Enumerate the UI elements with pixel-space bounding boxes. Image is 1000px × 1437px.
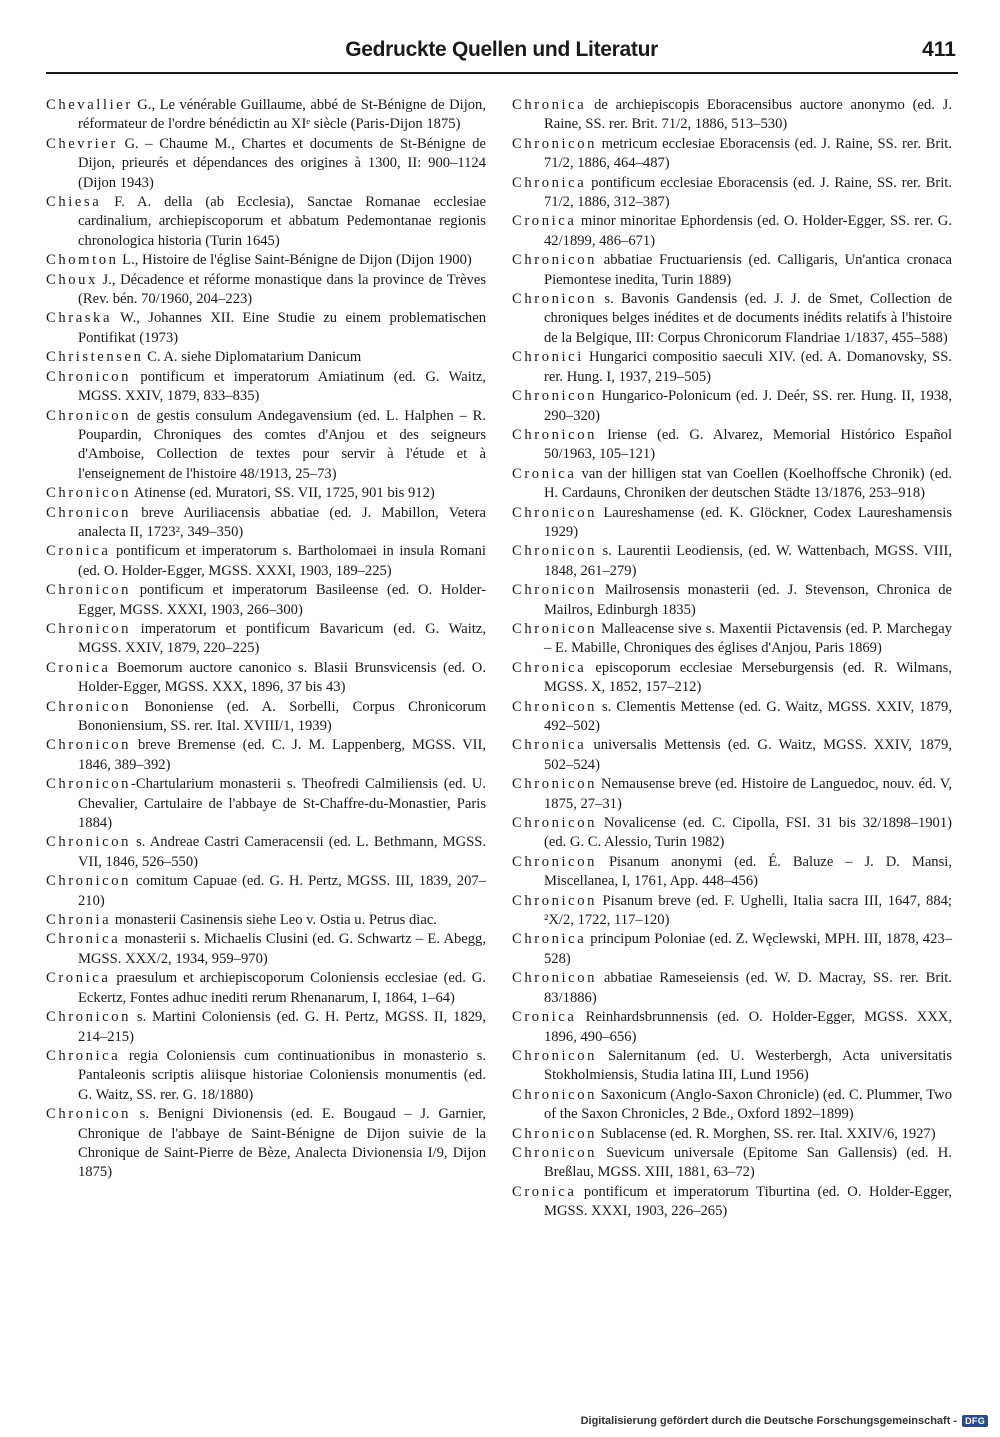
dfg-logo: DFG [962,1415,988,1427]
bibliography-entry [46,96,486,135]
page-number: 411 [922,38,956,61]
entry-text: metricum ecclesiae Eboracensis (ed. J. Raine, SS. rer. Brit. 71/2, 1886, 464–487) [544,135,952,172]
entry-text: s. Benigni Divionensis (ed. E. Bougaud – J. Garnier, Chronique de l'abbaye de Saint-Bénigne de Dijon suivie de la Chronique de Saint-Pierre de Bèze, Analecta Divionensia I/9, Dijon 1875) [78,1106,486,1181]
entry-heading: Chronica [512,174,587,191]
bibliography-entry [46,969,486,1008]
entry-text: Malleacense sive s. Maxentii Pictavensis (ed. P. Marchegay – E. Mabille, Chroniques des églises d'Anjou, Paris 1869) [544,620,952,657]
bibliography-entry [46,833,486,872]
bibliography-entry [512,251,952,290]
entry-text: praesulum et archiepiscoporum Coloniensis ecclesiae (ed. G. Eckertz, Fontes adhuc inediti rerum Rhenanarum, I, 1864, 1–64) [78,970,486,1006]
entry-heading: Chronicon [512,135,598,152]
entry-text: s. Bavonis Gandensis (ed. J. J. de Smet, Collection de chroniques belges inédites et de documents inédits relatifs à l'histoire de la Belgique, III: Corpus Chronicorum Flandriae 1/1837, 455–588) [544,291,952,346]
entry-heading: Chronicon [512,504,598,521]
bibliography-entry [512,1144,952,1183]
entry-heading: Chronicon [512,388,598,405]
entry-text: Saxonicum (Anglo-Saxon Chronicle) (ed. C. Plummer, Two of the Saxon Chronicles, 2 Bde., Oxford 1892–1899) [544,1086,952,1123]
entry-text: Pisanum anonymi (ed. É. Baluze – J. D. Mansi, Miscellanea, I, 1761, App. 448–456) [544,853,952,890]
entry-text: s. Andreae Castri Cameracensii (ed. L. Bethmann, MGSS. VII, 1846, 526–550) [78,834,486,870]
bibliography-entry [46,407,486,485]
bibliography-entry [512,698,952,737]
entry-heading: Chronica [512,737,587,754]
entry-text: L., Histoire de l'église Saint-Bénigne de Dijon (Dijon 1900) [118,252,472,269]
entry-text: principum Poloniae (ed. Z. Węclewski, MPH. III, 1878, 423–528) [544,931,952,967]
bibliography-entry [512,581,952,620]
bibliography-entry [512,736,952,775]
entry-heading: Chronicon [512,892,598,909]
entry-text: Reinhardsbrunnensis (ed. O. Holder-Egger, MGSS. XXX, 1896, 490–656) [544,1009,952,1045]
entry-text: pontificum et imperatorum Tiburtina (ed. O. Holder-Egger, MGSS. XXXI, 1903, 226–265) [544,1183,952,1220]
entry-heading: Chronicon [512,582,598,599]
entry-heading: Chronicon [46,776,132,793]
entry-heading: Chronica [512,931,587,948]
bibliography-entry [512,892,952,931]
bibliography-entry [512,426,952,465]
bibliography-entry [46,698,486,737]
bibliography-entry [46,484,486,503]
bibliography-entry [46,659,486,698]
entry-text: G. – Chaume M., Chartes et documents de St-Bénigne de Dijon, prieurés et dépendances des origines à 1300, II: 900–1124 (Dijon 1943) [78,135,486,191]
entry-text: breve Auriliacensis abbatiae (ed. J. Mabillon, Vetera analecta II, 1723², 349–350) [78,504,486,540]
entry-heading: Chronicon [46,485,132,502]
right-column [512,96,952,1222]
entry-heading: Chronicon [512,620,598,637]
footer-credit [581,1415,988,1427]
entry-heading: Cronica [46,659,111,676]
entry-heading: Christensen [46,349,144,366]
entry-text: monasterii Casinensis siehe Leo v. Ostia u. Petrus diac. [111,912,437,929]
bibliography-entry [512,775,952,814]
entry-text: C. A. siehe Diplomatarium Danicum [143,349,362,366]
entry-heading: Cronica [512,1009,577,1026]
entry-heading: Chronicon [512,426,598,443]
entry-text: universalis Mettensis (ed. G. Waitz, MGSS. XXIV, 1879, 502–524) [544,737,952,773]
entry-text: Sublacense (ed. R. Morghen, SS. rer. Ital. XXIV/6, 1927) [597,1125,936,1142]
entry-heading: Chronicon [512,1125,598,1142]
entry-text: Iriense (ed. G. Alvarez, Memorial Histórico Español 50/1963, 105–121) [544,426,952,463]
bibliography-entry [46,542,486,581]
entry-text: van der hilligen stat van Coellen (Koelhoffsche Chronik) (ed. H. Cardauns, Chroniken der deutschen Städte 13/1876, 253–918) [544,465,952,502]
entry-heading: Chronicon [512,1086,598,1103]
entry-text: Hungarico-Polonicum (ed. J. Deér, SS. rer. Hung. II, 1938, 290–320) [544,388,952,424]
bibliography-entry [512,1183,952,1222]
bibliography-entry [512,174,952,213]
entry-text: regia Coloniensis cum continuationibus in monasterio s. Pantaleonis scriptis aliisque historiae Coloniensis monumentis (ed. G. Waitz, SS. rer. G. 18/1880) [78,1047,486,1103]
bibliography-entry [512,814,952,853]
bibliography-entry [46,1008,486,1047]
entry-text: Boemorum auctore canonico s. Blasii Brunsvicensis (ed. O. Holder-Egger, MGSS. XXX, 1896, 37 bis 43) [78,659,486,696]
entry-text: Hungarici compositio saeculi XIV. (ed. A. Domanovsky, SS. rer. Hung. I, 1937, 219–505) [544,349,952,385]
entry-text: abbatiae Rameseiensis (ed. W. D. Macray, SS. rer. Brit. 83/1886) [544,970,952,1006]
entry-heading: Chronicon [46,834,132,851]
entry-heading: Cronica [46,970,111,987]
bibliography-entry [46,348,486,367]
entry-text: Laureshamense (ed. K. Glöckner, Codex Laureshamensis 1929) [544,504,952,540]
entry-text: de gestis consulum Andegavensium (ed. L. Halphen – R. Poupardin, Chroniques des comtes d'Anjou et des seigneurs d'Amboise, Collection de textes pour servir à l'étude et à l'enseignement de l'histoire 48/1913, 25–73) [78,407,486,482]
bibliography-entry [512,290,952,348]
entry-heading: Chronicon [512,1047,598,1064]
entry-text: de archiepiscopis Eboracensibus auctore anonymo (ed. J. Raine, SS. rer. Brit. 71/2, 1886, 513–530) [544,97,952,133]
bibliography-entry [512,387,952,426]
bibliography-entry [46,193,486,251]
bibliography-entry [512,620,952,659]
bibliography-entry [46,271,486,310]
bibliography-entry [512,659,952,698]
entry-heading: Cronica [512,213,577,230]
bibliography-entry [46,504,486,543]
entry-heading: Chronica [512,659,587,676]
entry-heading: Chronicon [512,776,598,793]
entry-heading: Chronicon [46,1009,132,1026]
bibliography-entry [512,96,952,135]
bibliography-entry [46,251,486,270]
entry-heading: Chronicon [512,815,598,832]
entry-heading: Chronicon [46,504,132,521]
entry-text: Nemausense breve (ed. Histoire de Languedoc, nouv. éd. V, 1875, 27–31) [544,776,952,812]
bibliography-entry [46,872,486,911]
bibliography-entry [512,542,952,581]
entry-heading: Chomton [46,252,119,269]
bibliography-entry [512,465,952,504]
bibliography-entry [46,930,486,969]
entry-heading: Chronicon [46,698,132,715]
entry-heading: Chronicon [512,698,598,715]
bibliography-entry [512,1086,952,1125]
entry-heading: Cronica [512,465,577,482]
entry-heading: Chronici [512,349,584,366]
entry-text: imperatorum et pontificum Bavaricum (ed. G. Waitz, MGSS. XXIV, 1879, 220–225) [78,620,486,657]
entry-text: G., Le vénérable Guillaume, abbé de St-Bénigne de Dijon, réformateur de l'ordre bénédictin au XIᵉ siècle (Paris-Dijon 1875) [78,97,486,133]
entry-text: Salernitanum (ed. U. Westerbergh, Acta universitatis Stokholmiensis, Studia latina III, Lund 1956) [544,1047,952,1084]
entry-text: Bononiense (ed. A. Sorbelli, Corpus Chronicorum Bononiensium, SS. rer. Ital. XVIII/1, 1939) [78,698,486,734]
entry-text: W., Johannes XII. Eine Studie zu einem problematischen Pontifikat (1973) [78,310,486,346]
entry-text: episcoporum ecclesiae Merseburgensis (ed. R. Wilmans, MGSS. X, 1852, 157–212) [544,659,952,696]
entry-heading: Chronicon [512,970,598,987]
running-title: Gedruckte Quellen und Literatur [345,38,658,61]
entry-text: abbatiae Fructuariensis (ed. Calligaris, Un'antica cronaca Piemontese inedita, Turin 1889) [544,252,952,288]
entry-heading: Chronicon [46,737,132,754]
bibliography-entry [46,775,486,833]
bibliography-entry [512,853,952,892]
bibliography-entry [512,1047,952,1086]
entry-heading: Chronica [46,1047,121,1064]
entry-text: pontificum et imperatorum Amiatinum (ed. G. Waitz, MGSS. XXIV, 1879, 833–835) [78,368,486,405]
entry-text: breve Bremense (ed. C. J. M. Lappenberg, MGSS. VII, 1846, 389–392) [78,737,486,773]
bibliography-entry [512,348,952,387]
entry-heading: Chronica [512,97,587,113]
entry-text: Novalicense (ed. C. Cipolla, FSI. 31 bis 32/1898–1901) (ed. G. C. Alessio, Turin 1982) [544,815,952,851]
bibliography-entry [46,581,486,620]
entry-text: s. Laurentii Leodiensis, (ed. W. Wattenbach, MGSS. VIII, 1848, 261–279) [544,543,952,579]
entry-heading: Choux [46,271,98,288]
entry-heading: Chronicon [46,873,132,890]
entry-heading: Chronicon [46,368,132,385]
bibliography-entry [512,504,952,543]
entry-heading: Chraska [46,310,113,327]
bibliography-entry [46,1105,486,1183]
entry-text: J., Décadence et réforme monastique dans la province de Trèves (Rev. bén. 70/1960, 204–223) [78,271,486,308]
page-header [46,36,958,74]
left-column [46,96,486,1183]
entry-text: F. A. della (ab Ecclesia), Sanctae Romanae ecclesiae cardinalium, archiepiscoporum et abbatum Pedemontanae regionis chronologica historia (Turin 1645) [78,194,486,249]
entry-text: s. Martini Coloniensis (ed. G. H. Pertz, MGSS. II, 1829, 214–215) [78,1009,486,1045]
entry-text: Pisanum breve (ed. F. Ughelli, Italia sacra III, 1647, 884; ²X/2, 1722, 117–120) [544,892,952,929]
entry-text: pontificum et imperatorum Basileense (ed. O. Holder-Egger, MGSS. XXXI, 1903, 266–300) [78,582,486,618]
entry-text: minor minoritae Ephordensis (ed. O. Holder-Egger, SS. rer. G. 42/1899, 486–671) [544,213,952,249]
entry-heading: Cronica [512,1183,577,1200]
entry-heading: Chronicon [46,407,132,424]
bibliography-entry [46,911,486,930]
entry-heading: Chronicon [46,1106,132,1123]
bibliography-entry [512,1008,952,1047]
entry-heading: Chronia [46,912,112,929]
bibliography-entry [46,135,486,193]
entry-heading: Chronicon [46,582,132,599]
entry-heading: Chronicon [512,853,598,870]
footer-text: Digitalisierung gefördert durch die Deutsche Forschungsgemeinschaft - [580,1415,958,1427]
bibliography-entry [512,930,952,969]
bibliography-entry [46,1047,486,1105]
bibliography-entry [512,1125,952,1144]
entry-text: Mailrosensis monasterii (ed. J. Stevenson, Chronica de Mailros, Edinburgh 1835) [544,582,952,618]
entry-text: pontificum ecclesiae Eboracensis (ed. J. Raine, SS. rer. Brit. 71/2, 1886, 312–387) [544,174,952,211]
entry-text: Atinense (ed. Muratori, SS. VII, 1725, 901 bis 912) [131,485,435,502]
entry-heading: Chevrier [46,135,118,152]
bibliography-entry [512,212,952,251]
entry-heading: Chevallier [46,97,133,113]
bibliography-entry [46,368,486,407]
entry-heading: Chronicon [46,620,132,637]
bibliography-entry [46,309,486,348]
entry-heading: Chronicon [512,1144,598,1161]
entry-heading: Chronicon [512,252,598,269]
bibliography-entry [46,736,486,775]
entry-heading: Chronicon [512,543,598,560]
entry-text: comitum Capuae (ed. G. H. Pertz, MGSS. III, 1839, 207–210) [78,873,486,909]
bibliography-entry [46,620,486,659]
entry-text: Suevicum universale (Epitome San Gallensis) (ed. H. Breßlau, MGSS. XIII, 1881, 63–72) [544,1144,952,1181]
entry-heading: Cronica [46,543,111,560]
entry-heading: Chronicon [512,291,598,308]
bibliography-entry [512,135,952,174]
entry-text: s. Clementis Mettense (ed. G. Waitz, MGSS. XXIV, 1879, 492–502) [544,698,952,734]
bibliography-entry [512,969,952,1008]
entry-heading: Chiesa [46,194,102,211]
entry-text: pontificum et imperatorum s. Bartholomaei in insula Romani (ed. O. Holder-Egger, MGSS. XXXI, 1903, 189–225) [78,543,486,579]
entry-heading: Chronica [46,931,121,948]
entry-text: -Chartularium monasterii s. Theofredi Calmiliensis (ed. U. Chevalier, Cartulaire de l'abbaye de St-Chaffre-du-Monastier, Paris 1884) [78,776,486,832]
entry-text: monasterii s. Michaelis Clusini (ed. G. Schwartz – E. Abegg, MGSS. XXX/2, 1934, 959–970) [78,931,486,967]
